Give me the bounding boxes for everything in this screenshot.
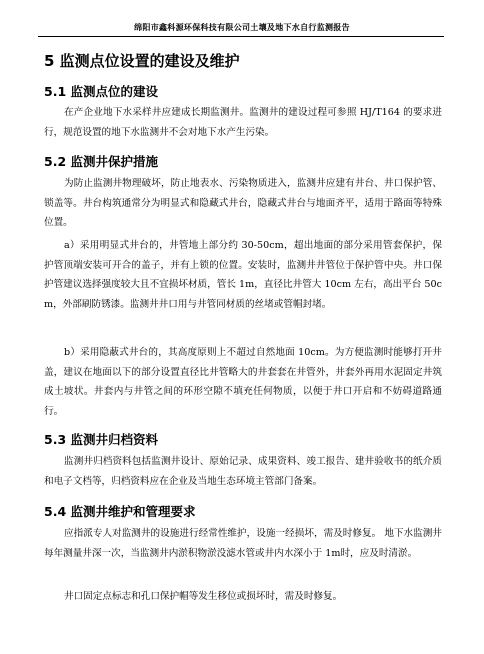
- header-divider: [38, 36, 444, 37]
- paragraph-5-2-3: b）采用隐蔽式井台的，其高度原则上不超过自然地面 10cm。为方便监测时能够打开井 盖，建议在地面以下的部分设置直径比井管略大的井套套在井管外，井套外再用水泥固定井筑成土坡状。井套内与井管之间的环形空隙不填充任何物质，以便于井口开启和不妨碍道路通行。: [44, 347, 442, 417]
- paragraph-5-2-2: a）采用明显式井台的，井管地上部分约 30-50cm，超出地面的部分采用管套保护，保 护管顶端安装可开合的盖子，并有上锁的位置。安装时，监测井井管位于保护管中央。井口保护管建议选择强度较大且不宜损坏材质，管长 1m，直径比井管大 10cm 左右，高出平台 50cm，外部刷防锈漆。监测井井口用与井管同材质的丝堵或管帽封堵。: [44, 240, 442, 310]
- page-header: 绵阳市鑫科源环保科技有限公司土壤及地下水自行监测报告: [134, 22, 350, 32]
- subsection-title-5-2: 5.2 监测井保护措施: [44, 154, 158, 169]
- paragraph-5-1-1: 在产企业地下水采样井应建成长期监测井。监测井的建设过程可参照 HJ/T164 的要求进行，规范设置的地下水监测井不会对地下水产生污染。: [44, 107, 442, 138]
- section-title: 5 监测点位设置的建设及维护: [44, 52, 240, 70]
- paragraph-5-4-1: 应指派专人对监测井的设施进行经常性维护，设施一经损坏，需及时修复。 地下水监测井每年测量井深一次，当监测井内淤积物淤没滤水管或井内水深小于 1m时，应及时清淤。: [44, 528, 442, 559]
- paragraph-5-3-1: 监测井归档资料包括监测井设计、原始记录、成果资料、竣工报告、建井验收书的纸介质和电子文档等，归档资料应在企业及当地生态环境主管部门备案。: [44, 456, 442, 487]
- subsection-title-5-3: 5.3 监测井归档资料: [44, 432, 158, 447]
- subsection-title-5-4: 5.4 监测井维护和管理要求: [44, 504, 196, 519]
- subsection-title-5-1: 5.1 监测点位的建设: [44, 84, 158, 99]
- paragraph-5-2-1: 为防止监测井物理破坏，防止地表水、污染物质进入，监测井应建有井台、井口保护管、锁盖等。井台构筑通常分为明显式和隐藏式井台，隐藏式井台与地面齐平，适用于路面等特殊位置。: [44, 178, 442, 228]
- paragraph-5-4-2: 井口固定点标志和孔口保护帽等发生移位或损坏时，需及时修复。: [64, 591, 343, 602]
